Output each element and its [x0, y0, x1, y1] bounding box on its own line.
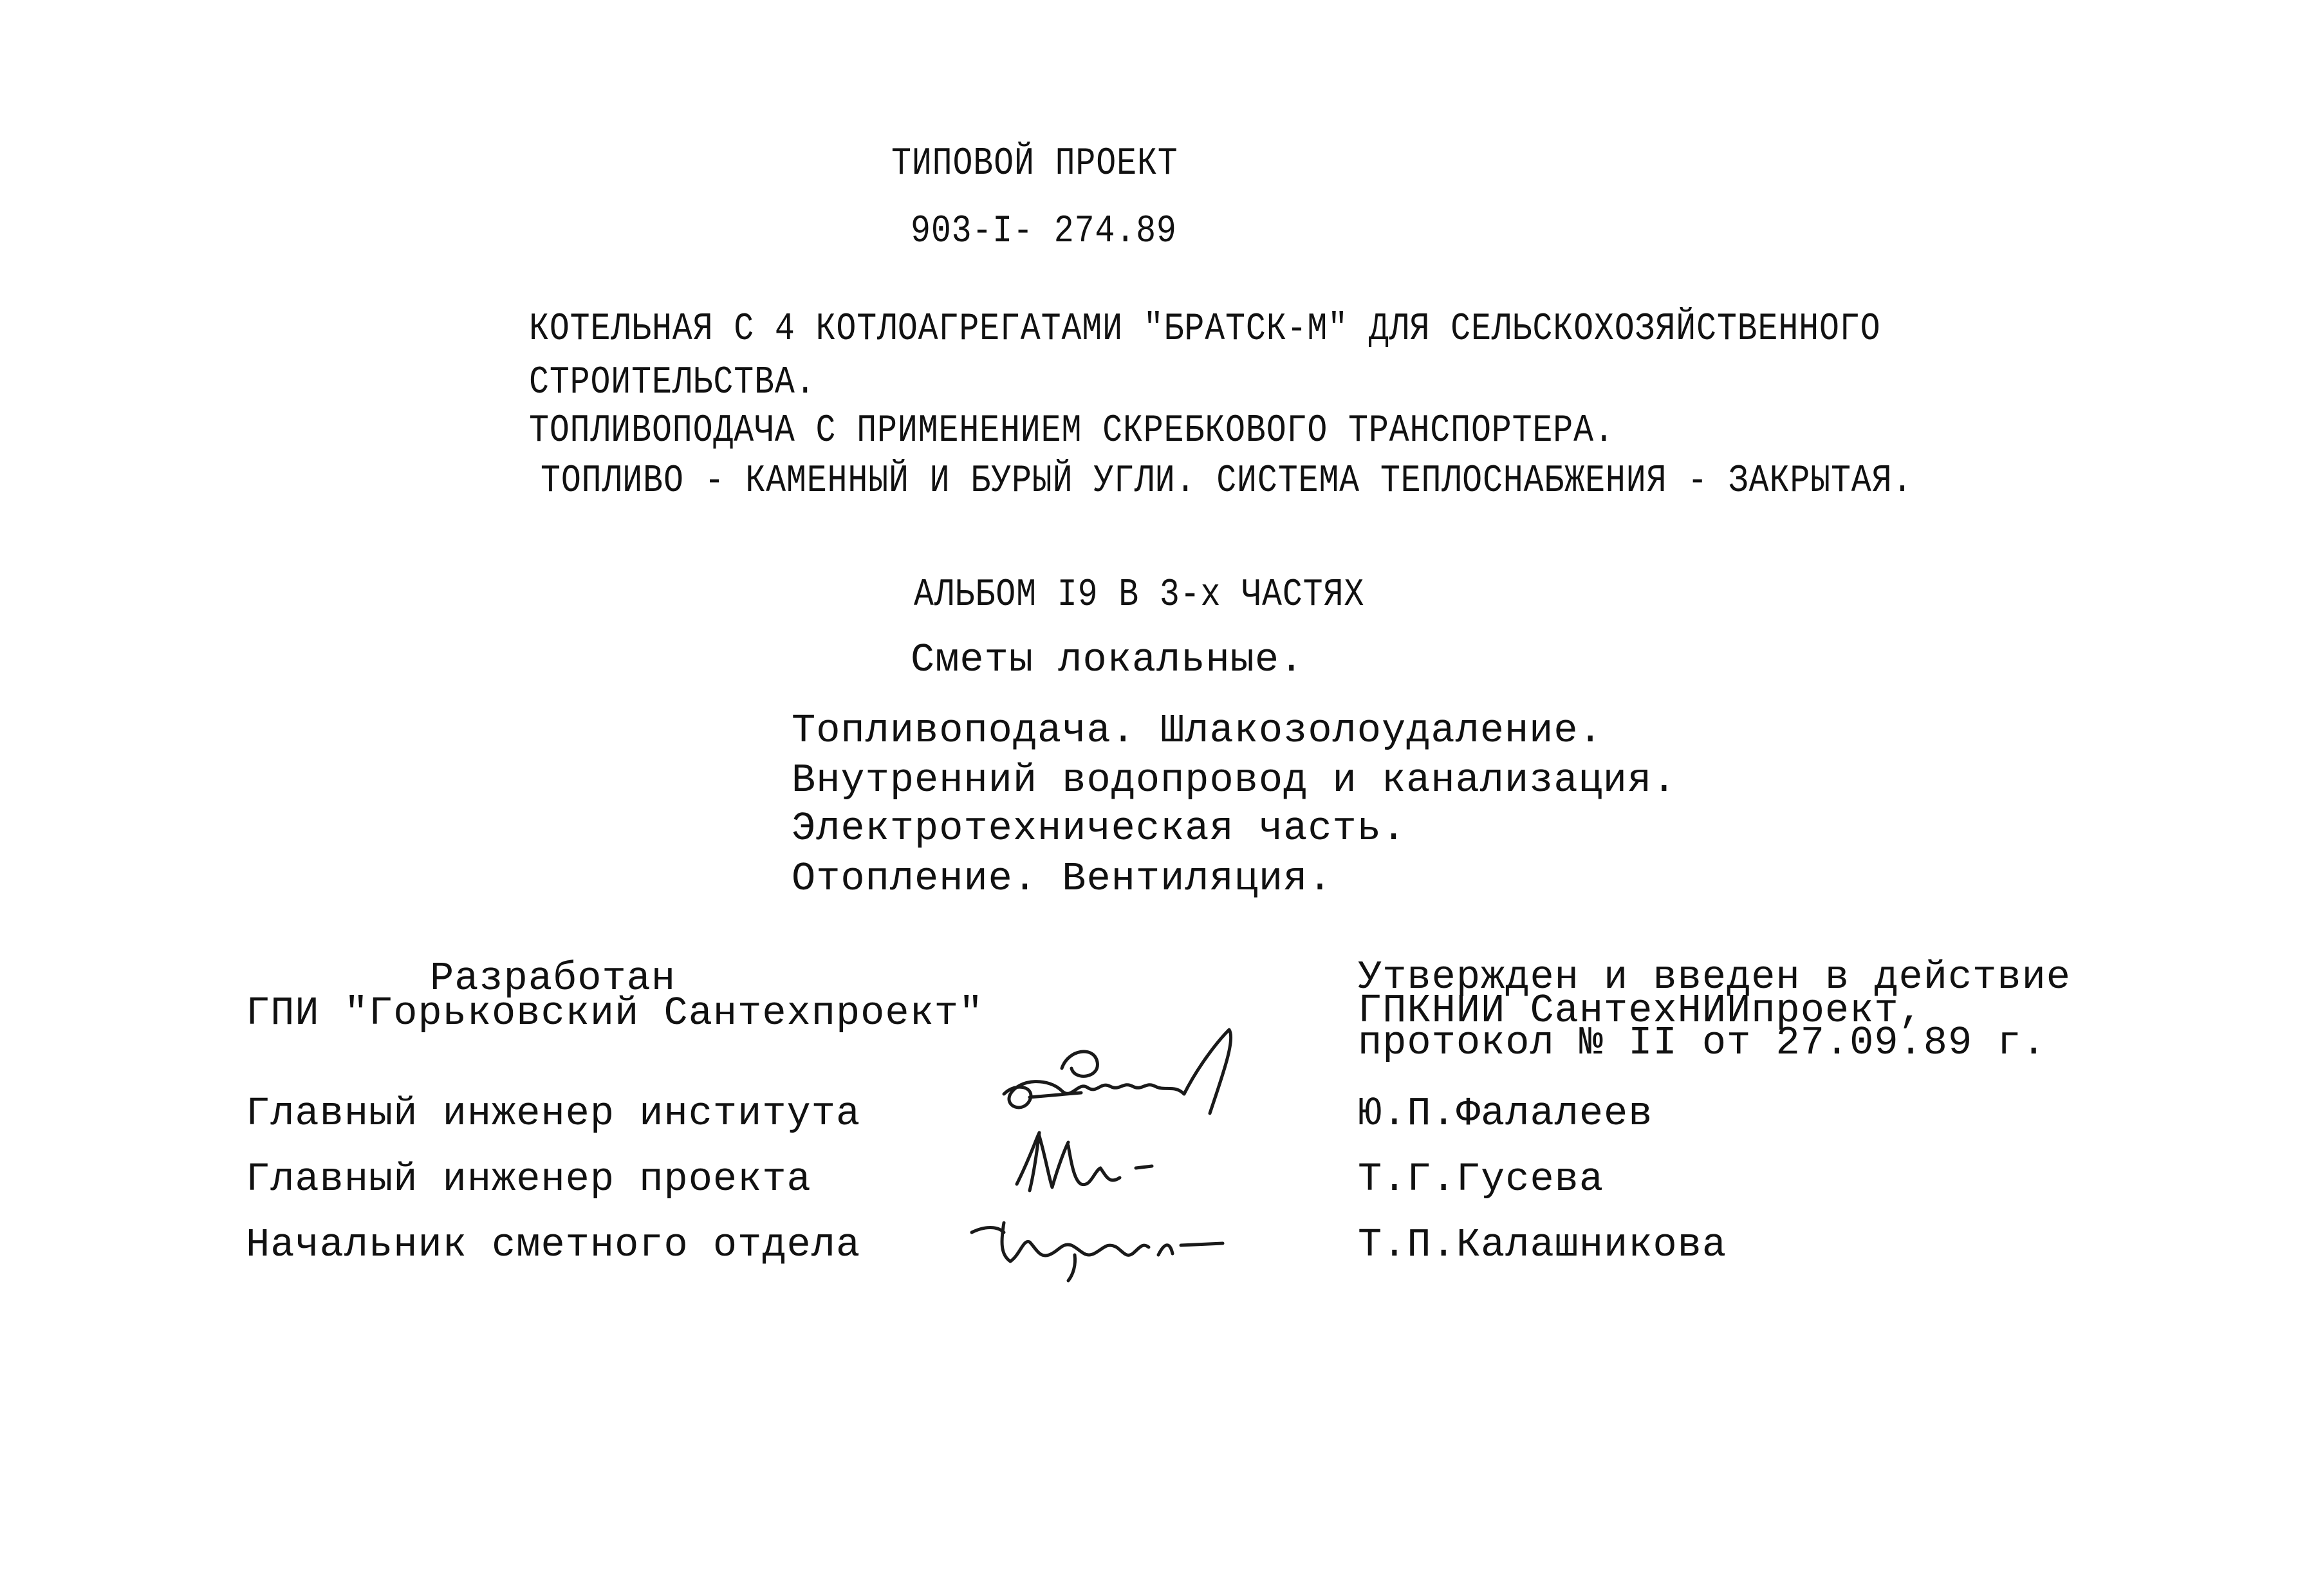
approval-line-1: Утвержден и введен в действие: [1358, 954, 2071, 1000]
document-title: ТИПОВОЙ ПРОЕКТ: [891, 142, 1178, 186]
signature-head-estimates-dept: [965, 1197, 1236, 1287]
signature-chief-engineer-institute: [991, 1017, 1248, 1133]
album-contents-item: Электротехническая часть.: [792, 806, 1407, 851]
signatory-name: Т.Г.Гусева: [1358, 1156, 1604, 1202]
signatory-position: Главный инженер института: [246, 1091, 861, 1137]
project-code: 903-I- 274.89: [911, 210, 1177, 254]
description-line-4: ТОПЛИВО - КАМЕННЫЙ И БУРЫЙ УГЛИ. СИСТЕМА ТЕПЛОСНАБЖЕНИЯ - ЗАКРЫТАЯ.: [541, 459, 1913, 503]
description-line-2: СТРОИТЕЛЬСТВА.: [529, 361, 816, 405]
developer-label: Разработан: [430, 956, 676, 1001]
signatory-name: Ю.П.Фалалеев: [1358, 1091, 1653, 1137]
album-contents-item: Отопление. Вентиляция.: [792, 856, 1333, 902]
signature-chief-engineer-project: [1004, 1120, 1197, 1210]
album-title: АЛЬБОМ I9 В 3-х ЧАСТЯХ: [914, 573, 1365, 617]
signatory-position: Начальник сметного отдела: [246, 1222, 861, 1268]
signatory-name: Т.П.Калашникова: [1358, 1222, 1727, 1268]
album-subtitle: Сметы локальные.: [911, 637, 1304, 683]
approval-line-3: протокол № II от 27.09.89 г.: [1358, 1020, 2046, 1066]
album-contents-item: Внутренний водопровод и канализация.: [792, 757, 1677, 803]
album-contents-item: Топливоподача. Шлакозолоудаление.: [792, 708, 1603, 754]
signatory-position: Главный инженер проекта: [246, 1156, 811, 1202]
description-line-3: ТОПЛИВОПОДАЧА С ПРИМЕНЕНИЕМ СКРЕБКОВОГО ТРАНСПОРТЕРА.: [529, 409, 1615, 453]
description-line-1: КОТЕЛЬНАЯ С 4 КОТЛОАГРЕГАТАМИ "БРАТСК-М" ДЛЯ СЕЛЬСКОХОЗЯЙСТВЕННОГО: [529, 308, 1881, 351]
developer-organization: ГПИ "Горьковский Сантехпроект": [246, 990, 984, 1036]
approval-line-2: ГПКНИИ СантехНИИпроект,: [1358, 988, 1924, 1034]
